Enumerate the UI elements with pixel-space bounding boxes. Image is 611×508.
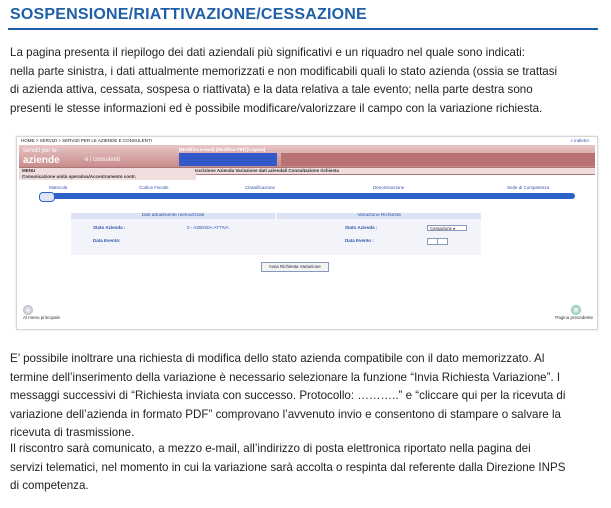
text-line: servizi telematici, nel momento in cui la variazione sarà accolta o respinta dal referente dalla Direzione INPS (10, 460, 566, 474)
text-line: variazione dell’azienda in formato PDF” comprovano l’avvenuto invio e consentono di stampare o salvare la (10, 407, 561, 421)
text-line: di azienda attiva, cessata, sospesa o riattivata) e la data relativa a tale evento; nella parte destra sono (10, 83, 533, 97)
header-links[interactable]: [Modifica e-mail] [Modifica PIN] [Logout] (179, 147, 266, 152)
submenu[interactable] (19, 174, 196, 180)
column-header: Sede di Competenza (507, 185, 550, 190)
scrollbar-handle[interactable] (39, 192, 55, 202)
embedded-screenshot (16, 136, 598, 330)
text-line: ricevuta di trasmissione. (10, 426, 135, 440)
right-panel-header: Variazione Richiesta (277, 213, 481, 219)
logo-top-text: servizi per le (23, 148, 57, 154)
text-line: termine dell’inserimento della variazione è necessario selezionare la funzione “Invia Richiesta Variazione”. I (10, 370, 561, 384)
data-label-left: Data Evento: (93, 238, 121, 243)
intro-paragraph (10, 44, 600, 118)
breadcrumb[interactable]: HOME > SERVIZI > SERVIZI PER LE AZIENDE E CONSULENTI (21, 138, 152, 143)
invia-richiesta-button[interactable]: Invia Richiesta Variazione (261, 262, 329, 272)
horizontal-scrollbar[interactable] (39, 193, 575, 199)
stato-value: 0 - AZIENDA ATTIVA (187, 225, 229, 230)
title-underline (8, 28, 598, 30)
menu-label: MENU (22, 168, 36, 173)
text-line: messaggi successivi di “Richiesta inviata con successo. Protocollo: ………..” e “cliccare qui per la ricevuta di (10, 389, 566, 403)
logo-main-text: aziende (23, 155, 60, 166)
submenu-label[interactable]: Comunicazione unità operativa/Accentramento contr. (22, 174, 137, 179)
date-field[interactable] (437, 238, 448, 245)
column-header: Codice Fiscale (139, 185, 169, 190)
stato-select[interactable]: Cessazione ▾ (427, 225, 467, 231)
back-icon[interactable] (571, 305, 581, 315)
nav-right-label[interactable]: Pagina precedente (555, 315, 593, 320)
page-title: SOSPENSIONE/RIATTIVAZIONE/CESSAZIONE (10, 6, 367, 23)
data-label-right: Data Evento : (345, 238, 374, 243)
header-banner (19, 145, 595, 167)
status-panel (71, 213, 481, 255)
stato-label-right: Stato Azienda : (345, 225, 378, 230)
nav-left-label[interactable]: Al menu principale (23, 315, 61, 320)
second-paragraph (10, 350, 600, 443)
third-paragraph (10, 440, 600, 496)
redacted-box (179, 153, 277, 166)
text-line: Il riscontro sarà comunicato, a mezzo e-mail, all’indirizzo di posta elettronica riportato nella pagina dei (10, 442, 531, 455)
back-link[interactable]: « indietro (570, 138, 589, 143)
header-right-band (281, 153, 595, 166)
column-header: Matricola (49, 185, 68, 190)
text-line: nella parte sinistra, i dati attualmente memorizzati e non modificabili quali lo stato azienda (ossia se trattasi (10, 64, 558, 78)
menu-items[interactable]: Iscrizione Azienda Variazione dati aziendali Consultazione richiesta (195, 168, 339, 173)
text-line: di competenza. (10, 479, 89, 493)
column-header: Denominazione (373, 185, 405, 190)
column-headers (19, 185, 595, 191)
column-header: Classificazione (245, 185, 276, 190)
text-line: E’ possibile inoltrare una richiesta di modifica dello stato azienda compatibile con il dato memorizzato. Al (10, 352, 545, 365)
stato-label-left: Stato Azienda : (93, 225, 126, 230)
stato-select-value: Cessazione (430, 226, 452, 231)
text-line: presenti le stesse informazioni ed è possibile modificare/valorizzare il campo con la variazione richiesta. (10, 101, 543, 115)
home-icon[interactable] (23, 305, 33, 315)
left-panel-header: Dati attualmente memorizzati (71, 213, 275, 219)
text-line: La pagina presenta il riepilogo dei dati aziendali più significativi e un riquadro nel quale sono indicati: (10, 46, 525, 59)
logo-sub-text: e i consulenti (85, 157, 121, 163)
